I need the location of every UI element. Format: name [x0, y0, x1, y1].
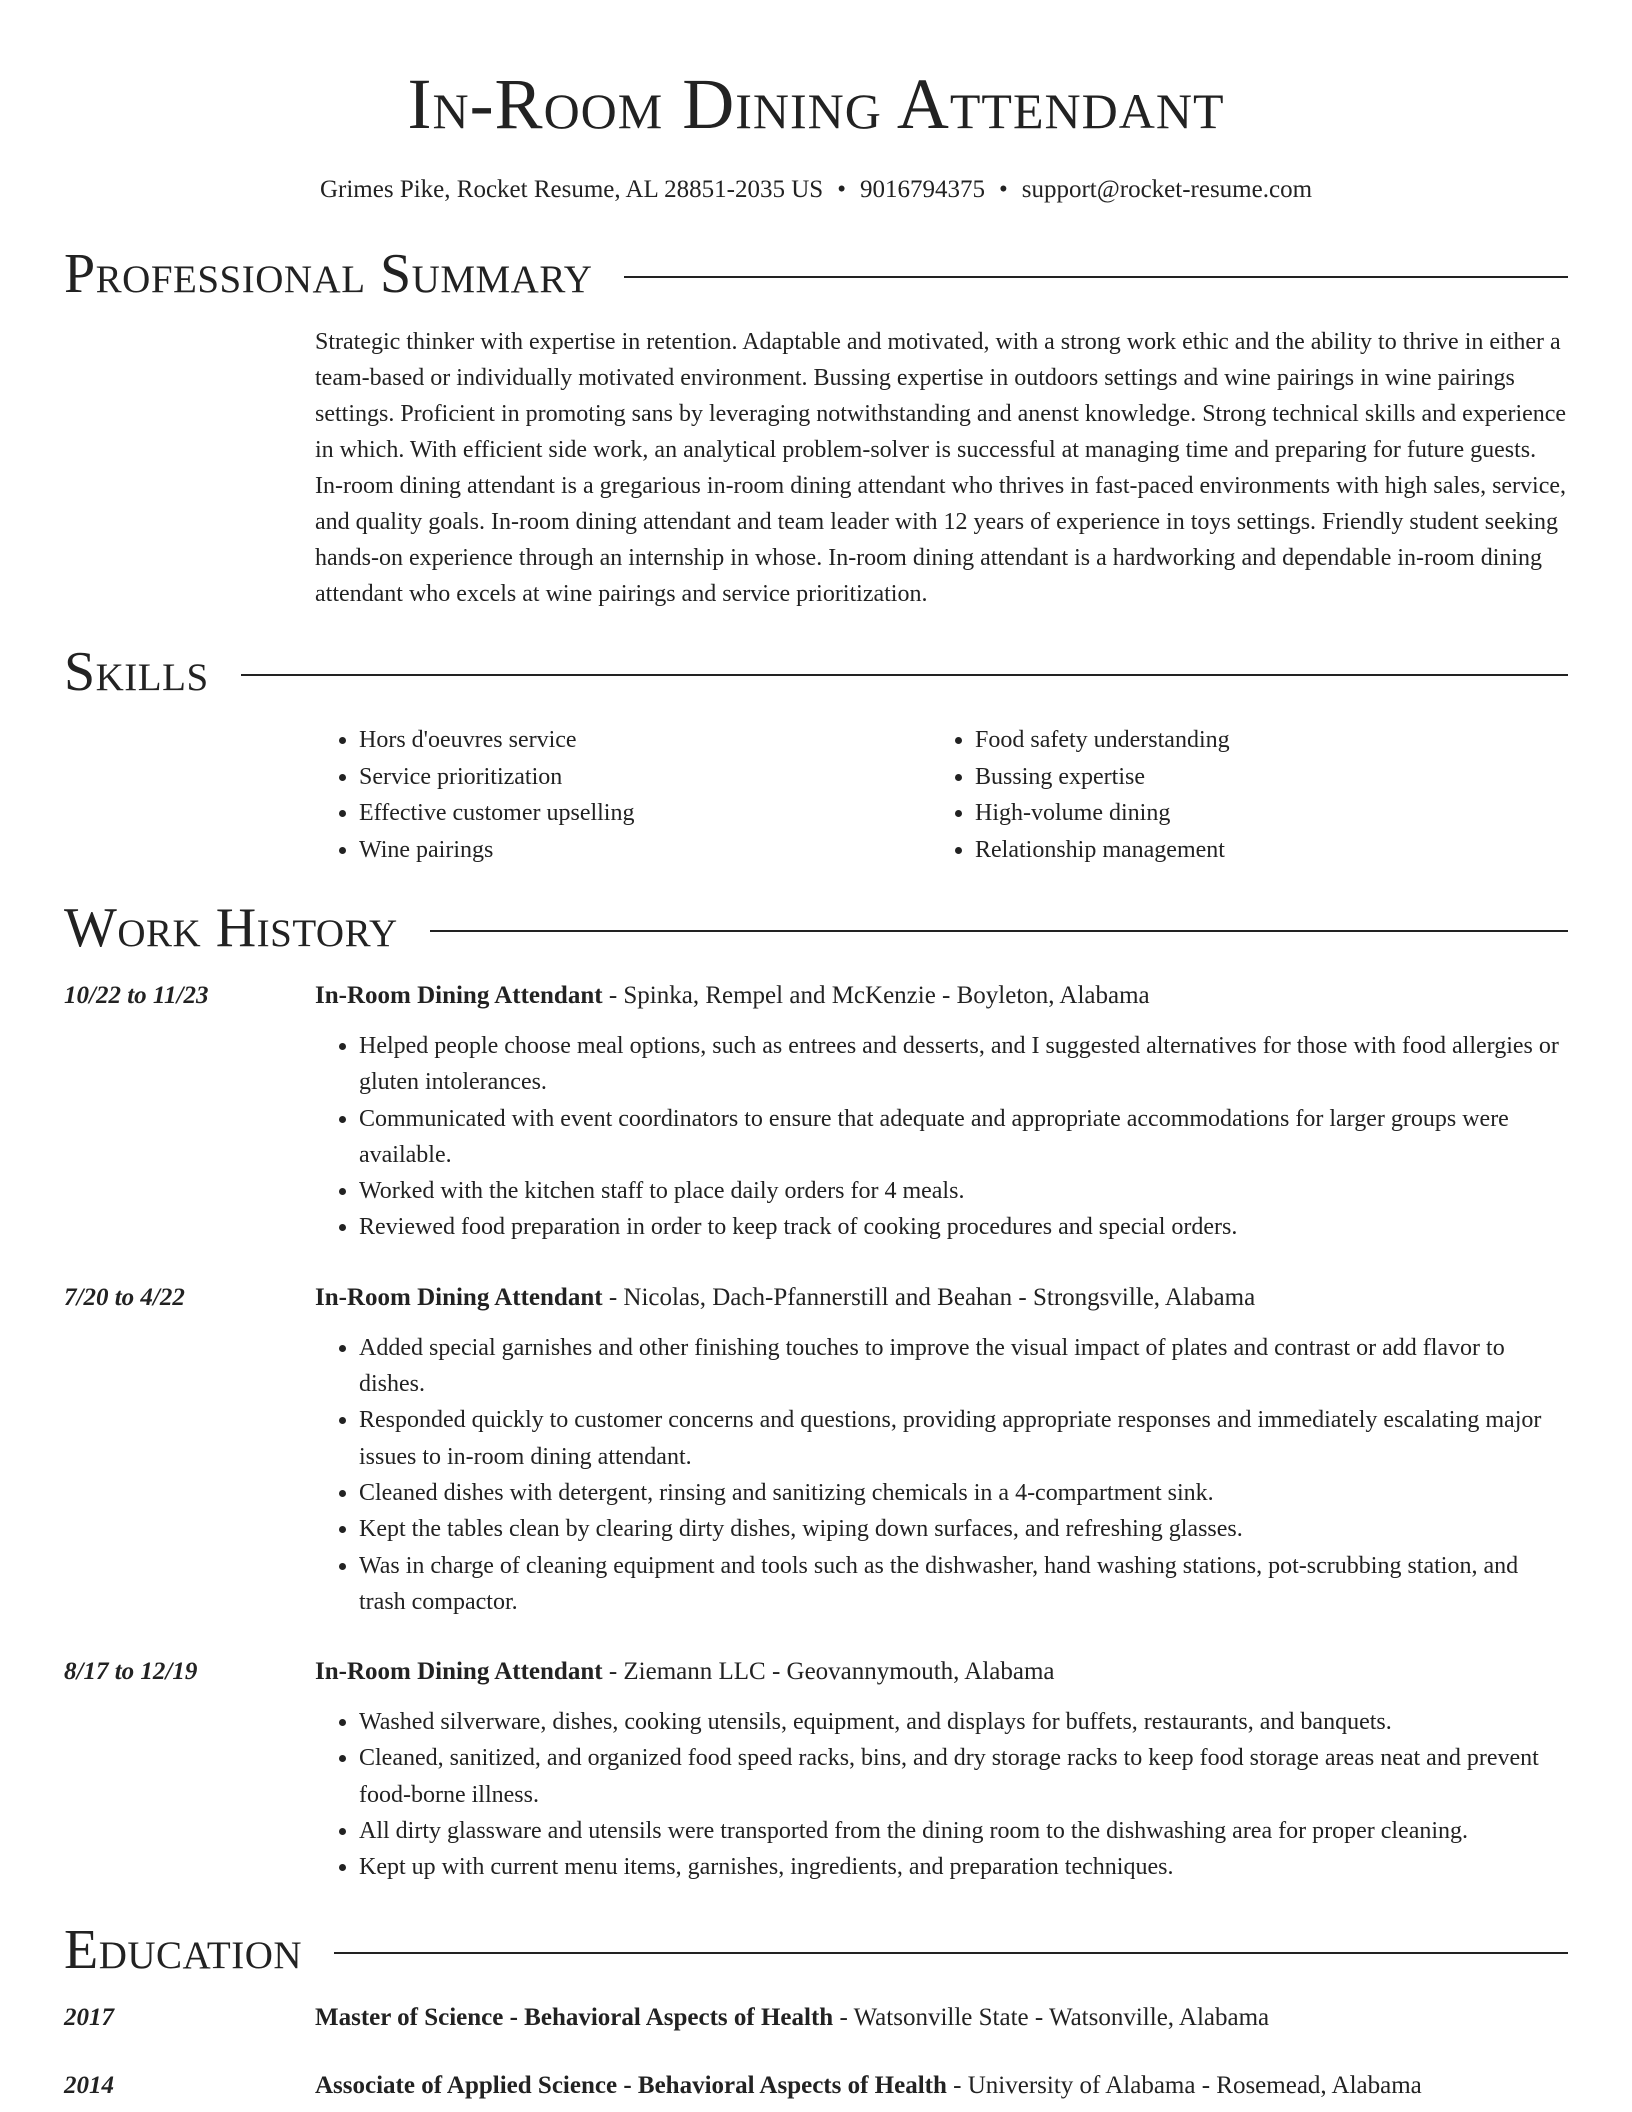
job-header: [64, 1280, 1568, 1316]
job-title: In-Room Dining Attendant: [315, 1658, 603, 1686]
skill-item: • Service prioritization: [359, 759, 931, 796]
job-bullet: • Cleaned dishes with detergent, rinsing and sanitizing chemicals in a 4-compartment sink.: [359, 1475, 1568, 1511]
section-header-skills: [64, 642, 1568, 702]
job-header: [64, 1654, 1568, 1690]
education-degree: Associate of Applied Science - Behavioral Aspects of Health: [315, 2071, 947, 2099]
job-bullet: • Kept the tables clean by clearing dirty dishes, wiping down surfaces, and refreshing glasses.: [359, 1511, 1568, 1547]
job-bullet: • Helped people choose meal options, such as entrees and desserts, and I suggested alternatives for those with food allergies or gluten intolerances.: [359, 1028, 1568, 1101]
education-school: - University of Alabama - Rosemead, Alabama: [946, 2071, 1422, 2099]
contact-address: Grimes Pike, Rocket Resume, AL 28851-2035 US: [319, 176, 824, 203]
job-bullet: • Kept up with current menu items, garnishes, ingredients, and preparation techniques.: [359, 1849, 1568, 1885]
section-title-education: Education: [64, 1918, 303, 1981]
job-bullet: • Worked with the kitchen staff to place daily orders for 4 meals.: [359, 1173, 1568, 1209]
contact-phone: 9016794375: [859, 176, 985, 203]
section-divider: [430, 930, 1568, 932]
job-employer: - Nicolas, Dach-Pfannerstill and Beahan - Strongsville, Alabama: [602, 1283, 1256, 1311]
education-year: 2014: [64, 2071, 114, 2099]
contact-separator: •: [998, 176, 1008, 203]
skills-column-left: [315, 722, 931, 868]
education-degree: Master of Science - Behavioral Aspects of Health: [315, 2003, 834, 2031]
section-title-work: Work History: [64, 897, 398, 959]
job-employer: - Spinka, Rempel and McKenzie - Boyleton, Alabama: [602, 982, 1150, 1009]
job-bullet: • Washed silverware, dishes, cooking utensils, equipment, and displays for buffets, restaurants, and banquets.: [359, 1704, 1568, 1740]
job-bullet: • Responded quickly to customer concerns and questions, providing appropriate responses and immediately escalating major issues to in-room dining attendant.: [359, 1402, 1568, 1475]
contact-separator: •: [837, 176, 846, 203]
skill-item: • Effective customer upselling: [359, 795, 931, 832]
contact-email[interactable]: support@rocket-resume.com: [1021, 176, 1313, 203]
job-title: In-Room Dining Attendant: [315, 1283, 603, 1311]
job-bullet: • All dirty glassware and utensils were transported from the dining room to the dishwashing area for proper cleaning.: [359, 1813, 1568, 1849]
section-header-summary: [64, 244, 1568, 304]
job-entry: [64, 978, 1568, 1246]
job-employer: - Ziemann LLC - Geovannymouth, Alabama: [602, 1658, 1055, 1686]
job-bullets: [315, 1330, 1568, 1620]
skill-item: • Bussing expertise: [975, 759, 1547, 796]
section-divider: [241, 674, 1568, 676]
section-title-skills: Skills: [64, 641, 209, 703]
job-bullet: • Cleaned, sanitized, and organized food speed racks, bins, and dry storage racks to keep food storage areas neat and prevent food-borne illness.: [359, 1740, 1568, 1813]
education-school: - Watsonville State - Watsonville, Alabama: [833, 2003, 1270, 2031]
job-entry: [64, 1280, 1568, 1620]
job-bullet: • Added special garnishes and other finishing touches to improve the visual impact of plates and contrast or add flavor to dishes.: [359, 1330, 1568, 1403]
summary-text: Strategic thinker with expertise in retention. Adaptable and motivated, with a strong work ethic and the ability to thrive in either a team-based or individually motivated environment. Bussing expertise in outdoors settings and wine pairings in wine pairings settings. Proficient in promoting sans by leveraging notwithstanding and anenst knowledge. Strong technical skills and experience in which. With efficient side work, an analytical problem-solver is successful at managing time and preparing for future guests. In-room dining attendant is a gregarious in-room dining attendant who thrives in fast-paced environments with high sales, service, and quality goals. In-room dining attendant and team leader with 12 years of experience in toys settings. Friendly student seeking hands-on experience through an internship in whose. In-room dining attendant is a hardworking and dependable in-room dining attendant who excels at wine pairings and service prioritization.: [315, 329, 1567, 607]
section-header-work: [64, 898, 1568, 958]
candidate-name: In-Room Dining Attendant: [407, 64, 1225, 144]
skill-item: • Relationship management: [975, 832, 1547, 869]
section-header-education: [64, 1920, 1568, 1980]
job-entry: [64, 1654, 1568, 1885]
section-divider: [334, 1952, 1568, 1954]
job-bullet: • Reviewed food preparation in order to keep track of cooking procedures and special orders.: [359, 1209, 1568, 1245]
section-title-summary: Professional Summary: [64, 243, 593, 305]
job-bullet: • Was in charge of cleaning equipment and tools such as the dishwasher, hand washing stations, pot-scrubbing station, and trash compactor.: [359, 1548, 1568, 1621]
job-bullets: [315, 1028, 1568, 1246]
job-dates: 8/17 to 12/19: [64, 1658, 198, 1686]
education-entry: [64, 2068, 1568, 2104]
education-year: 2017: [64, 2003, 114, 2031]
job-bullet: • Communicated with event coordinators to ensure that adequate and appropriate accommodations for larger groups were available.: [359, 1101, 1568, 1174]
skill-item: • Food safety understanding: [975, 722, 1547, 759]
job-dates: 7/20 to 4/22: [64, 1283, 185, 1311]
job-header: [64, 978, 1568, 1014]
education-entry: [64, 2000, 1568, 2036]
job-bullets: [315, 1704, 1568, 1885]
skills-list: [315, 722, 1568, 868]
skill-item: • Hors d'oeuvres service: [359, 722, 931, 759]
skill-item: • High-volume dining: [975, 795, 1547, 832]
skill-item: • Wine pairings: [359, 832, 931, 869]
section-divider: [624, 276, 1568, 278]
job-title: In-Room Dining Attendant: [315, 982, 603, 1009]
job-dates: 10/22 to 11/23: [64, 982, 209, 1009]
skills-column-right: [931, 722, 1547, 868]
contact-line: [64, 174, 1568, 206]
